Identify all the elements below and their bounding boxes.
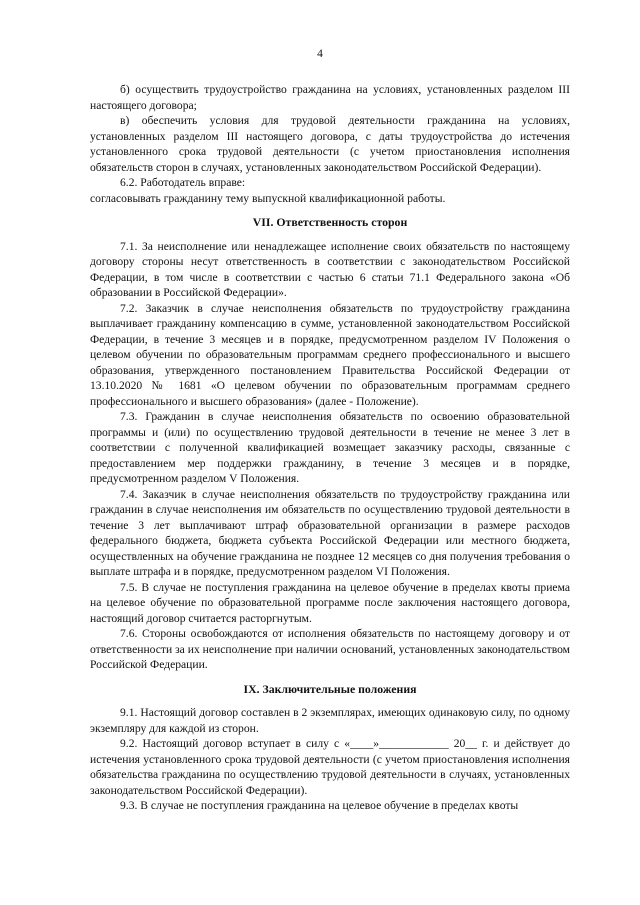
clause-6-2: 6.2. Работодатель вправе: <box>120 176 246 189</box>
clause-9-1: 9.1. Настоящий договор составлен в 2 экземплярах, имеющих одинаковую силу, по одному экземпляру для каждой из сторон. <box>90 706 570 735</box>
clause-9-2: 9.2. Настоящий договор вступает в силу с «____»____________ 20__ г. и действует до истечения установленного срока трудовой деятельности (с учетом приостановления исполнения обязательства гражданина по осуществлению трудовой деятельности в случаях, установленных законодательством Российской Федерации). <box>90 737 570 797</box>
clause-7-2: 7.2. Заказчик в случае неисполнения обязательств по трудоустройству гражданина выплачивает гражданину компенсацию в сумме, установленной законодательством Российской Федерации, в течение 3 месяцев и в порядке, предусмотренном разделом IV Положения о целевом обучении по образовательным программам среднего профессионального и высшего образования, утвержденного постановлением Правительства Российской Федерации от 13.10.2020 № 1681 «О целевом обучении по образовательным программам среднего профессионального и высшего образования» (далее - Положение). <box>90 301 570 408</box>
clause-7-5: 7.5. В случае не поступления гражданина на целевое обучение в пределах квоты приема на целевое обучение по образовательной программе после заключения настоящего договора, настоящий договор считается расторгнутым. <box>90 580 570 625</box>
clause-7-6: 7.6. Стороны освобождаются от исполнения обязательств по настоящему договору и от ответственности за их неисполнение при наличии оснований, установленных законодательством Российской Федерации. <box>90 627 570 671</box>
clause-6-2-text: согласовывать гражданину тему выпускной квалификационной работы. <box>90 191 446 205</box>
clause-9-3: 9.3. В случае не поступления гражданина на целевое обучение в пределах квоты <box>120 799 519 812</box>
clause-6-1-b: б) осуществить трудоустройство гражданина на условиях, установленных разделом III настоящего договора; <box>90 83 570 112</box>
document-body <box>90 82 570 814</box>
clause-6-1-v: в) обеспечить условия для трудовой деятельности гражданина на условиях, установленных разделом III настоящего договора, с даты трудоустройства до истечения установленного срока трудовой деятельности (с учетом приостановления исполнения обязательств сторон в случаях, установленных законодательством Российской Федерации). <box>90 114 570 174</box>
clause-7-4: 7.4. Заказчик в случае неисполнения обязательств по трудоустройству гражданина или гражданин в случае неисполнения им обязательств по осуществлению трудовой деятельности в течение 3 лет выплачивают штраф образовательной организации в размере расходов федерального бюджета, бюджета субъекта Российской Федерации или местного бюджета, осуществленных на обучение гражданина не позднее 12 месяцев со дня получения требования о выплате штрафа и в порядке, предусмотренном разделом VI Положения. <box>90 487 570 578</box>
clause-7-1: 7.1. За неисполнение или ненадлежащее исполнение своих обязательств по настоящему договору стороны несут ответственность в соответствии с законодательством Российской Федерации, в том числе в соответствии с частью 6 статьи 71.1 Федерального закона «Об образовании в Российской Федерации». <box>90 239 570 299</box>
section-7-heading: VII. Ответственность сторон <box>252 215 408 229</box>
page-number: 4 <box>317 48 323 60</box>
clause-7-3: 7.3. Гражданин в случае неисполнения обязательств по освоению образовательной программы и (или) по осуществлению трудовой деятельности в течение не менее 3 лет в соответствии с полученной квалификацией возмещает заказчику расходы, связанные с предоставлением мер поддержки гражданину, в течение 3 месяцев и в порядке, предусмотренном разделом V Положения. <box>90 410 570 485</box>
section-9-heading: IX. Заключительные положения <box>243 681 417 696</box>
